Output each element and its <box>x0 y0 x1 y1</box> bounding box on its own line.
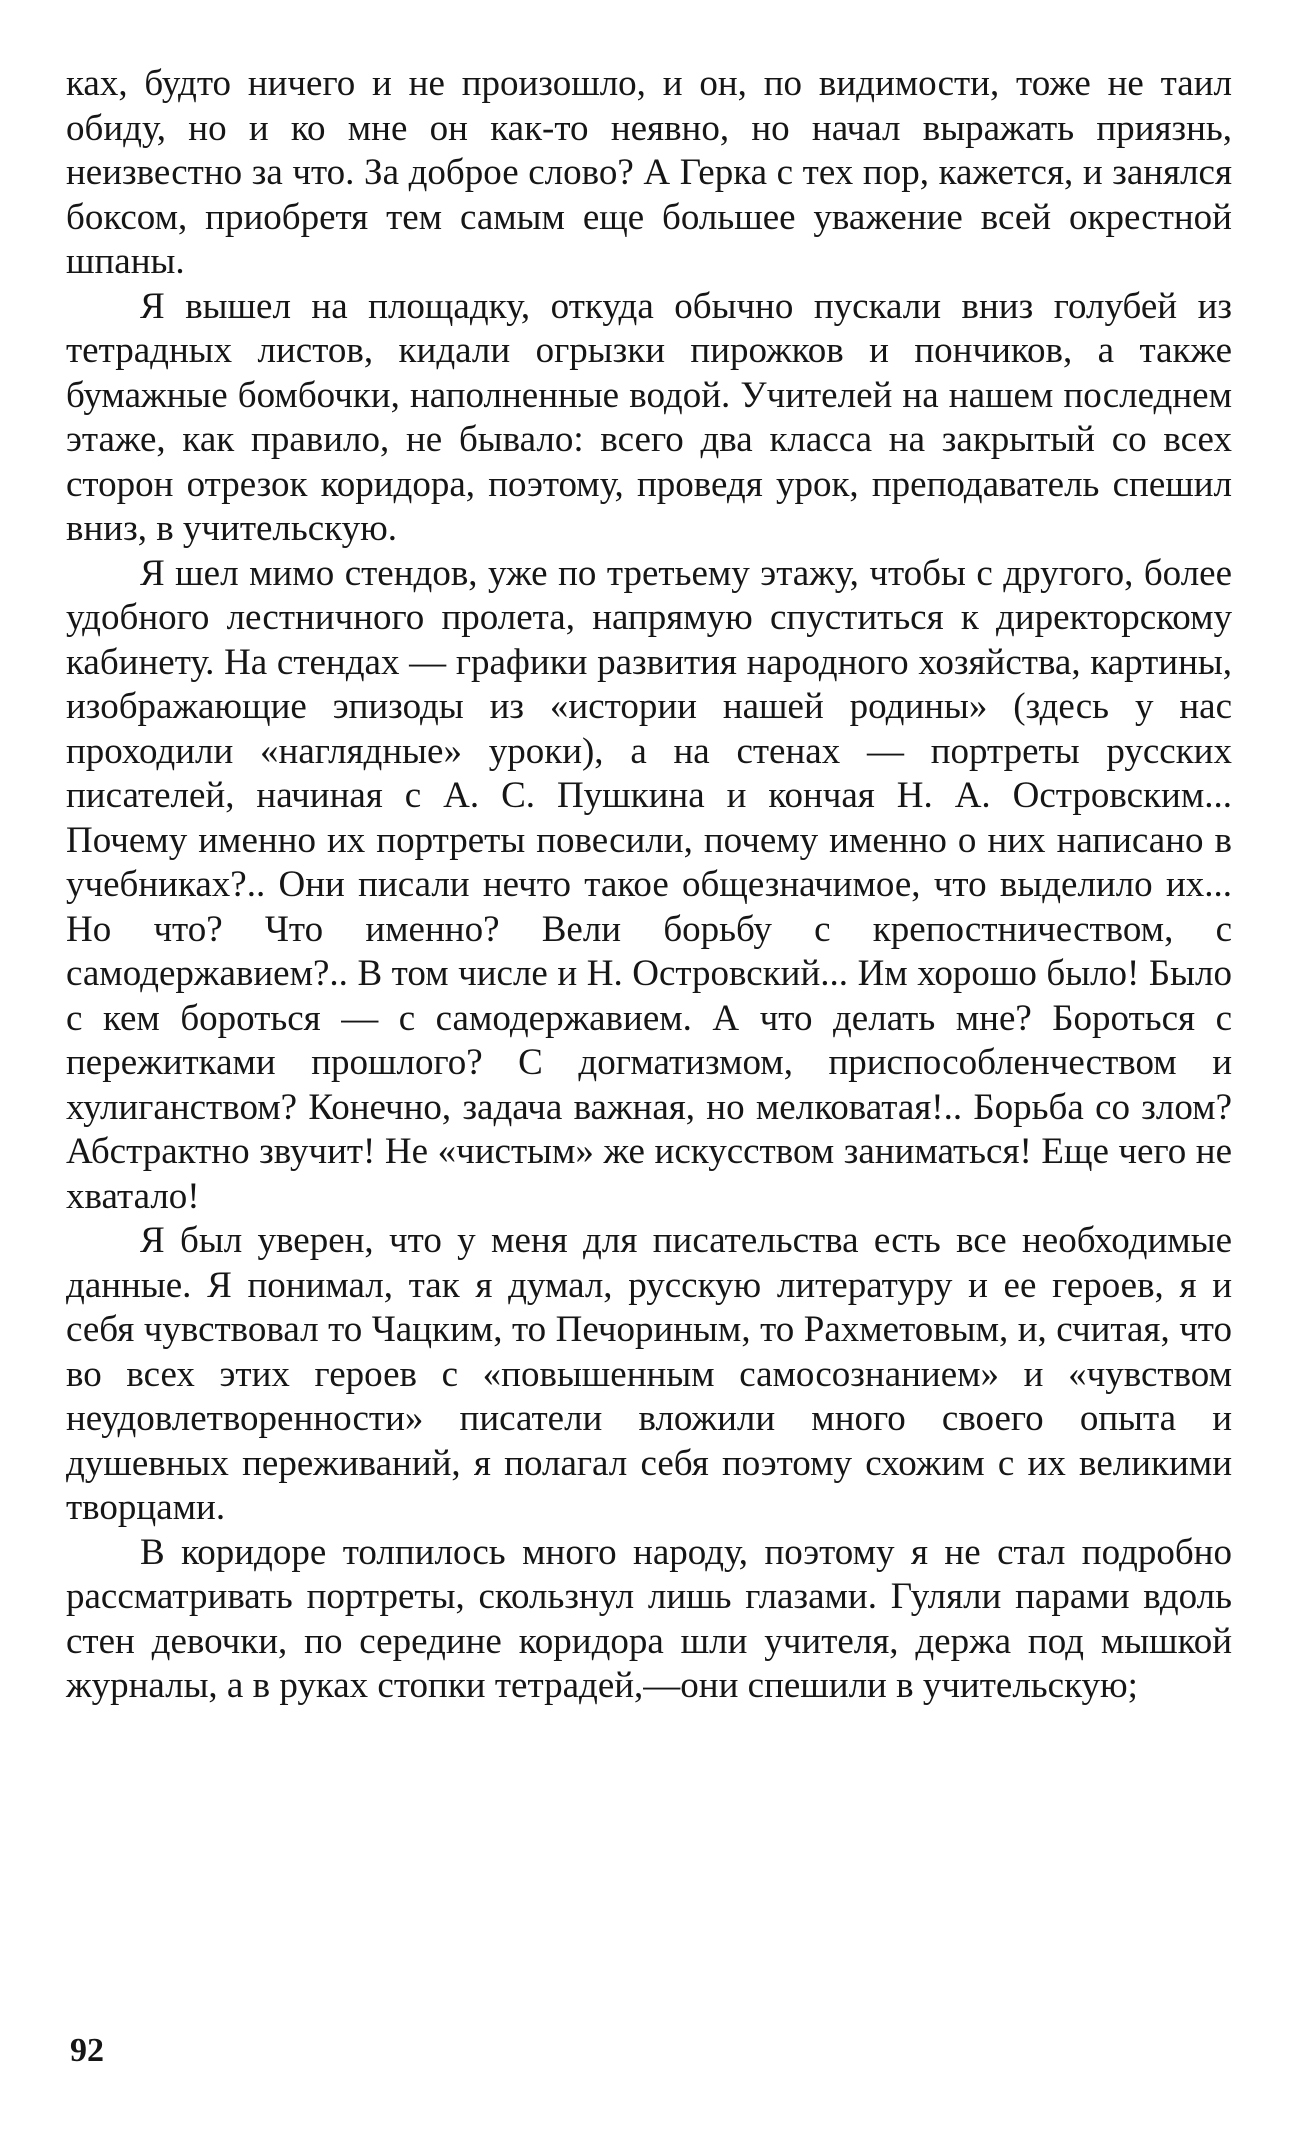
paragraph-landing: Я вышел на площадку, откуда обычно пускали вниз голубей из тетрадных листов, кидали огрызки пирожков и пончиков, а также бумажные бомбочки, наполненные водой. Учителей на нашем последнем этаже, как правило, не бывало: всего два класса на закрытый со всех сторон отрезок коридора, поэтому, проведя урок, преподаватель спешил вниз, в учительскую. <box>66 285 1232 549</box>
paragraph-stands: Я шел мимо стендов, уже по третьему этажу, чтобы с другого, более удобного лестничного пролета, напрямую спуститься к директорскому кабинету. На стендах — графики развития народного хозяйства, картины, изображающие эпизоды из «истории нашей родины» (здесь у нас проходили «наглядные» уроки), а на стенах — портреты русских писателей, начиная с А. С. Пушкина и кончая Н. А. Островским... Почему именно их портреты повесили, почему именно о них написано в учебниках?.. Они писали нечто такое общезначимое, что выделило их... Но что? Что именно? Вели борьбу с крепостничеством, с самодержавием?.. В том числе и Н. Островский... Им хорошо было! Было с кем бороться — с самодержавием. А что делать мне? Бороться с пережитками прошлого? С догматизмом, приспособленчеством и хулиганством? Конечно, задача важная, но мелковатая!.. Борьба со злом? Абстрактно звучит! Не «чистым» же искусством заниматься! Еще чего не хватало! <box>66 552 1232 1217</box>
body-text <box>66 62 1232 1709</box>
paragraph-continuation: ках, будто ничего и не произошло, и он, по видимости, тоже не таил обиду, но и ко мне он как-то неявно, но начал выражать приязнь, неизвестно за что. За доброе слово? А Герка с тех пор, кажется, и занялся боксом, приобретя тем самым еще большее уважение всей окрестной шпаны. <box>66 63 1232 282</box>
page-number: 92 <box>70 2032 104 2069</box>
paragraph-writing: Я был уверен, что у меня для писательства есть все необходимые данные. Я понимал, так я думал, русскую литературу и ее героев, я и себя чувствовал то Чацким, то Печориным, то Рахметовым, и, считая, что во всех этих героев с «повышенным самосознанием» и «чувством неудовлетворенности» писатели вложили много своего опыта и душевных переживаний, я полагал себя поэтому схожим с их великими творцами. <box>66 1220 1232 1528</box>
paragraph-corridor: В коридоре толпилось много народу, поэтому я не стал подробно рассматривать портреты, скользнул лишь глазами. Гуляли парами вдоль стен девочки, по середине коридора шли учителя, держа под мышкой журналы, а в руках стопки тетрадей,—они спешили в учительскую; <box>66 1531 1232 1706</box>
